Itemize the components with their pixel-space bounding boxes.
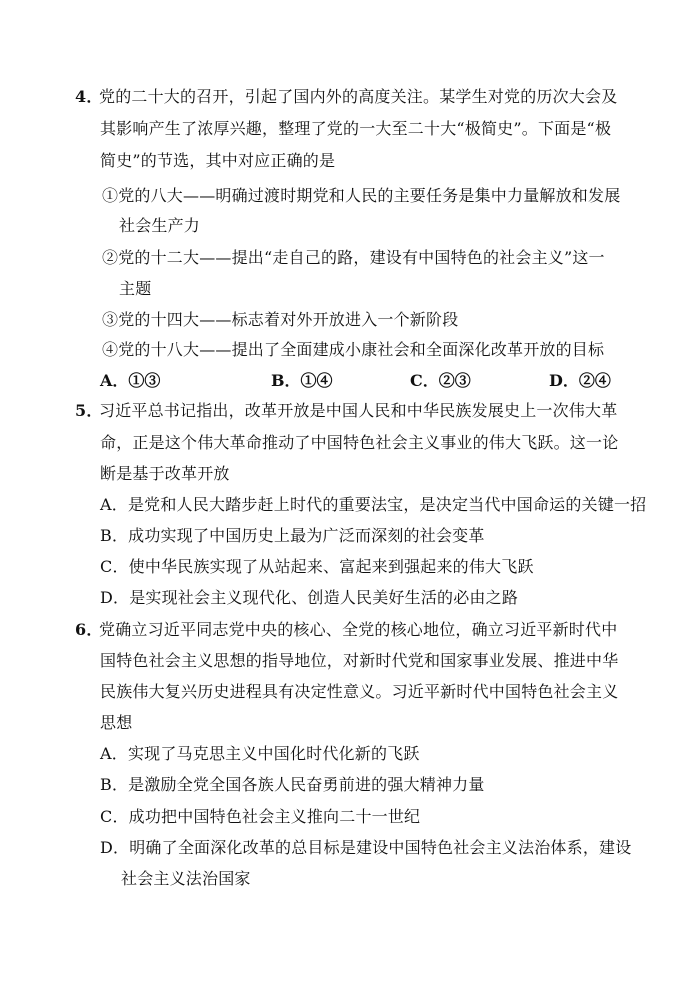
question-4-statement-2-line-1: ②党的十二大——提出“走自己的路，建设有中国特色的社会主义”这一 — [102, 248, 605, 267]
question-6-option-d-line-2[interactable]: 社会主义法治国家 — [121, 869, 251, 888]
question-4-choice-a[interactable]: A．①③ — [100, 371, 161, 390]
question-4-choice-c[interactable]: C．②③ — [410, 371, 471, 390]
question-6-option-a[interactable]: A．实现了马克思主义中国化时代化新的飞跃 — [100, 744, 420, 763]
question-5-stem-line-2: 命，正是这个伟大革命推动了中国特色社会主义事业的伟大飞跃。这一论 — [100, 433, 619, 452]
question-4-stem-line-1: 4．党的二十大的召开，引起了国内外的高度关注。某学生对党的历次大会及 — [75, 83, 617, 111]
question-4-choice-d[interactable]: D．②④ — [549, 371, 611, 390]
question-5-option-a[interactable]: A．是党和人民大踏步赶上时代的重要法宝，是决定当代中国命运的关键一招 — [100, 495, 647, 514]
question-4-stem-line-3: 简史”的节选，其中对应正确的是 — [100, 151, 336, 170]
question-4-statement-2-line-2: 主题 — [119, 279, 152, 298]
question-4-choice-b[interactable]: B．①④ — [271, 371, 333, 390]
question-4-statement-3: ③党的十四大——标志着对外开放进入一个新阶段 — [102, 310, 459, 329]
question-6-stem-line-1: 6．党确立习近平同志党中央的核心、全党的核心地位，确立习近平新时代中 — [75, 616, 617, 644]
question-6-stem-line-2: 国特色社会主义思想的指导地位，对新时代党和国家事业发展、推进中华 — [100, 651, 619, 670]
question-5-stem-line-1: 5．习近平总书记指出，改革开放是中国人民和中华民族发展史上一次伟大革 — [75, 397, 617, 425]
question-4-statement-1-line-2: 社会生产力 — [119, 216, 201, 235]
question-5-number: 5． — [75, 401, 103, 420]
question-5-option-c[interactable]: C．使中华民族实现了从站起来、富起来到强起来的伟大飞跃 — [100, 557, 534, 576]
question-6-number: 6． — [75, 620, 103, 639]
question-4-choices — [0, 367, 695, 395]
question-4-stem-line-2: 其影响产生了浓厚兴趣，整理了党的一大至二十大“极简史”。下面是“极 — [100, 119, 612, 138]
question-6-stem-line-3: 民族伟大复兴历史进程具有决定性意义。习近平新时代中国特色社会主义 — [100, 682, 619, 701]
question-4-number: 4． — [75, 87, 103, 106]
question-4-statement-1-line-1: ①党的八大——明确过渡时期党和人民的主要任务是集中力量解放和发展 — [102, 186, 621, 205]
question-6-option-c[interactable]: C．成功把中国特色社会主义推向二十一世纪 — [100, 807, 421, 826]
question-6-stem-line-4: 思想 — [100, 713, 133, 732]
question-5-option-d[interactable]: D．是实现社会主义现代化、创造人民美好生活的必由之路 — [100, 588, 519, 607]
question-6-option-b[interactable]: B．是激励全党全国各族人民奋勇前进的强大精神力量 — [100, 775, 485, 794]
question-5-option-b[interactable]: B．成功实现了中国历史上最为广泛而深刻的社会变革 — [100, 526, 485, 545]
question-5-stem-line-3: 断是基于改革开放 — [100, 464, 230, 483]
question-4-statement-4: ④党的十八大——提出了全面建成小康社会和全面深化改革开放的目标 — [102, 340, 605, 359]
question-6-option-d-line-1[interactable]: D．明确了全面深化改革的总目标是建设中国特色社会主义法治体系，建设 — [100, 838, 632, 857]
